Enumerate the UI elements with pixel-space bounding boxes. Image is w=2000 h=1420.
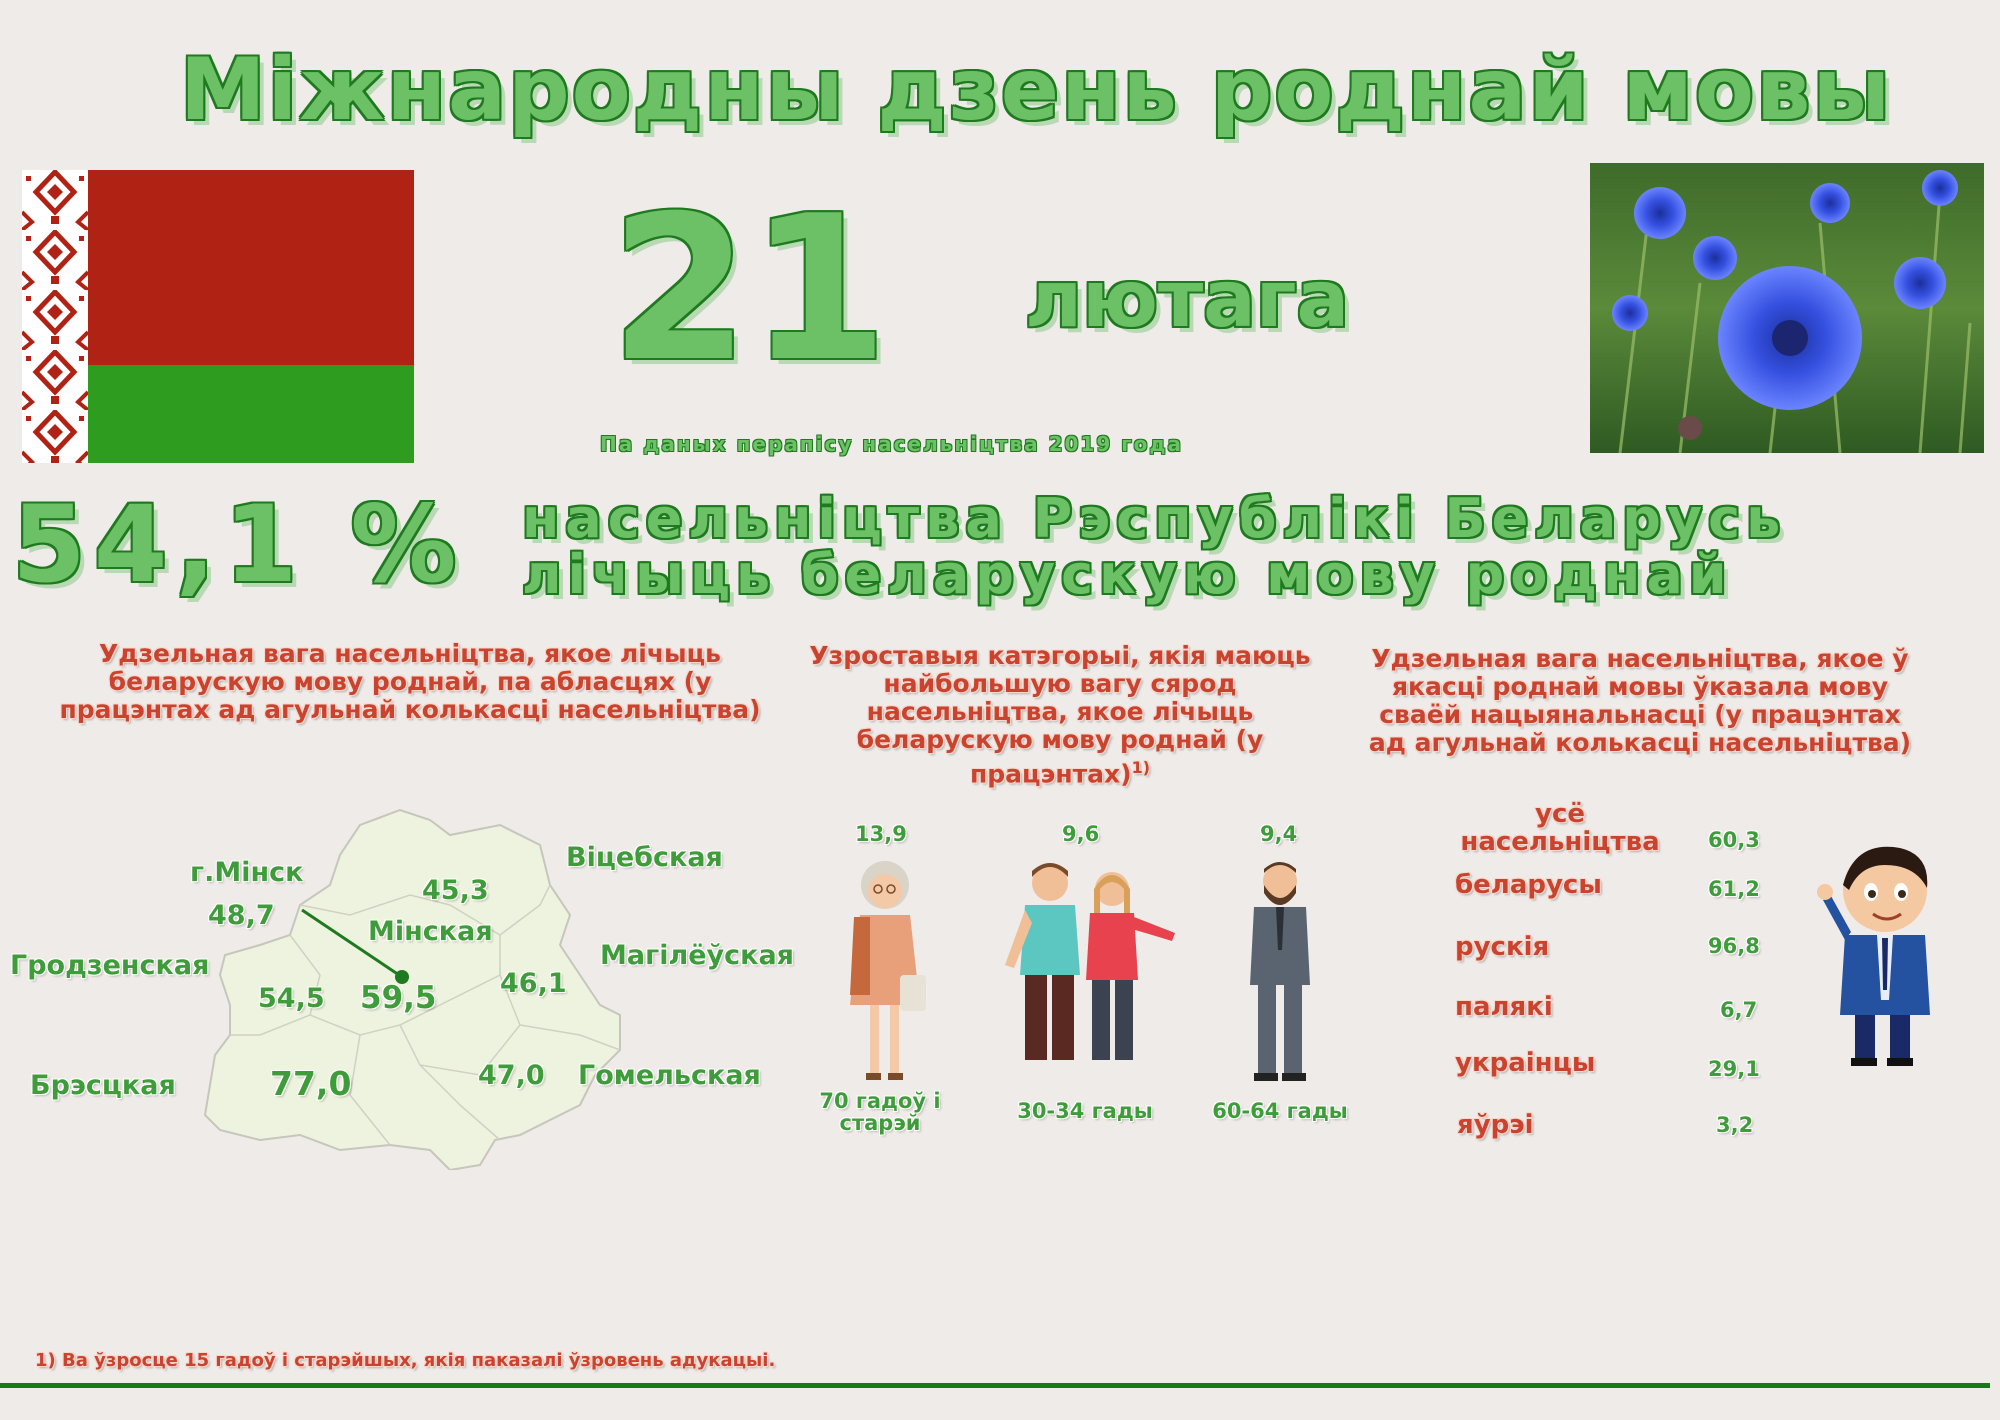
elderly-woman-illustration [830, 855, 940, 1085]
nationality-value-russians: 96,8 [1708, 934, 1760, 958]
footnote-mark: 1) [1131, 758, 1151, 777]
nationality-value-belarusians: 61,2 [1708, 877, 1760, 901]
headline-line-1: насельніцтва Рэспублікі Беларусь [522, 487, 1787, 550]
nationality-value-jews: 3,2 [1716, 1113, 1754, 1137]
headline-percent: 54,1 % [12, 483, 465, 606]
census-note: Па даных перапісу насельніцтва 2019 года [600, 432, 1184, 456]
nationality-label-belarusians: беларусы [1455, 870, 1602, 900]
nationality-label-ukrainians: украінцы [1455, 1048, 1596, 1078]
age-label-70plus [800, 1090, 960, 1134]
age-heading-text: Узроставыя катэгорыі, якія маюць найбольшую вагу сярод насельніцтва, якое лічыць беларускую мову роднай (у працэнтах) [809, 641, 1311, 789]
age-value-30-34: 9,6 [1062, 822, 1100, 846]
region-name-minsk: Мінская [368, 916, 493, 947]
footnote: 1) Ва ўзросце 15 гадоў і старэйшых, якія паказалі ўзровень адукацыі. [35, 1350, 776, 1371]
region-value-brest: 77,0 [270, 1064, 352, 1103]
nationality-label-all-line1: усё [1535, 799, 1585, 829]
region-value-grodno: 54,5 [258, 983, 325, 1014]
region-value-minsk: 59,5 [360, 980, 437, 1016]
nationality-label-poles: палякі [1455, 992, 1553, 1022]
age-label-30-34: 30-34 гады [1017, 1099, 1153, 1123]
region-value-mogilev: 46,1 [500, 968, 567, 999]
page-title: Міжнародны дзень роднай мовы [180, 40, 1893, 140]
cartoon-man-illustration [1815, 840, 1940, 1070]
nationality-value-all: 60,3 [1708, 828, 1760, 852]
nationality-label-jews: яўрэі [1457, 1110, 1534, 1140]
nationality-label-russians: рускія [1455, 932, 1550, 962]
age-label-60-64: 60-64 гады [1212, 1099, 1348, 1123]
nationality-heading: Удзельная вага насельніцтва, якое ў якасці роднай мовы ўказала мову сваёй нацыянальнасці (у працэнтах ад агульнай колькасці насельніцтва) [1368, 644, 1912, 757]
region-value-vitebsk: 45,3 [422, 875, 489, 906]
age-label-70plus-line2: старэй [839, 1111, 921, 1135]
region-name-brest: Брэсцкая [30, 1070, 176, 1101]
cornflower-photo [1590, 163, 1984, 453]
date-month: лютага [1025, 255, 1350, 345]
nationality-label-all [1455, 800, 1665, 856]
age-label-70plus-line1: 70 гадоў і [819, 1089, 941, 1113]
region-name-vitebsk: Віцебская [566, 842, 723, 873]
headline-line-2: лічыць беларускую мову роднай [522, 543, 1733, 606]
belarus-flag [22, 170, 414, 463]
bearded-man-illustration [1240, 855, 1320, 1085]
nationality-value-ukrainians: 29,1 [1708, 1057, 1760, 1081]
nationality-label-all-line2: насельніцтва [1460, 827, 1660, 857]
regions-heading: Удзельная вага насельніцтва, якое лічыць беларускую мову роднай, па абласцях (у працэнтах ад агульнай колькасці насельніцтва) [59, 639, 761, 724]
region-name-mogilev: Магілёўская [600, 940, 795, 971]
region-value-minsk-city: 48,7 [208, 900, 275, 931]
age-value-70plus: 13,9 [855, 822, 907, 846]
region-name-minsk-city: г.Мінск [190, 857, 304, 888]
couple-illustration [1000, 855, 1180, 1070]
region-value-gomel: 47,0 [478, 1060, 545, 1091]
nationality-value-poles: 6,7 [1720, 998, 1758, 1022]
region-name-gomel: Гомельская [578, 1060, 761, 1091]
age-heading [790, 642, 1330, 788]
bottom-divider [0, 1383, 1990, 1388]
date-day: 21 [610, 173, 889, 406]
age-value-60-64: 9,4 [1260, 822, 1298, 846]
region-name-grodno: Гродзенская [10, 950, 210, 981]
